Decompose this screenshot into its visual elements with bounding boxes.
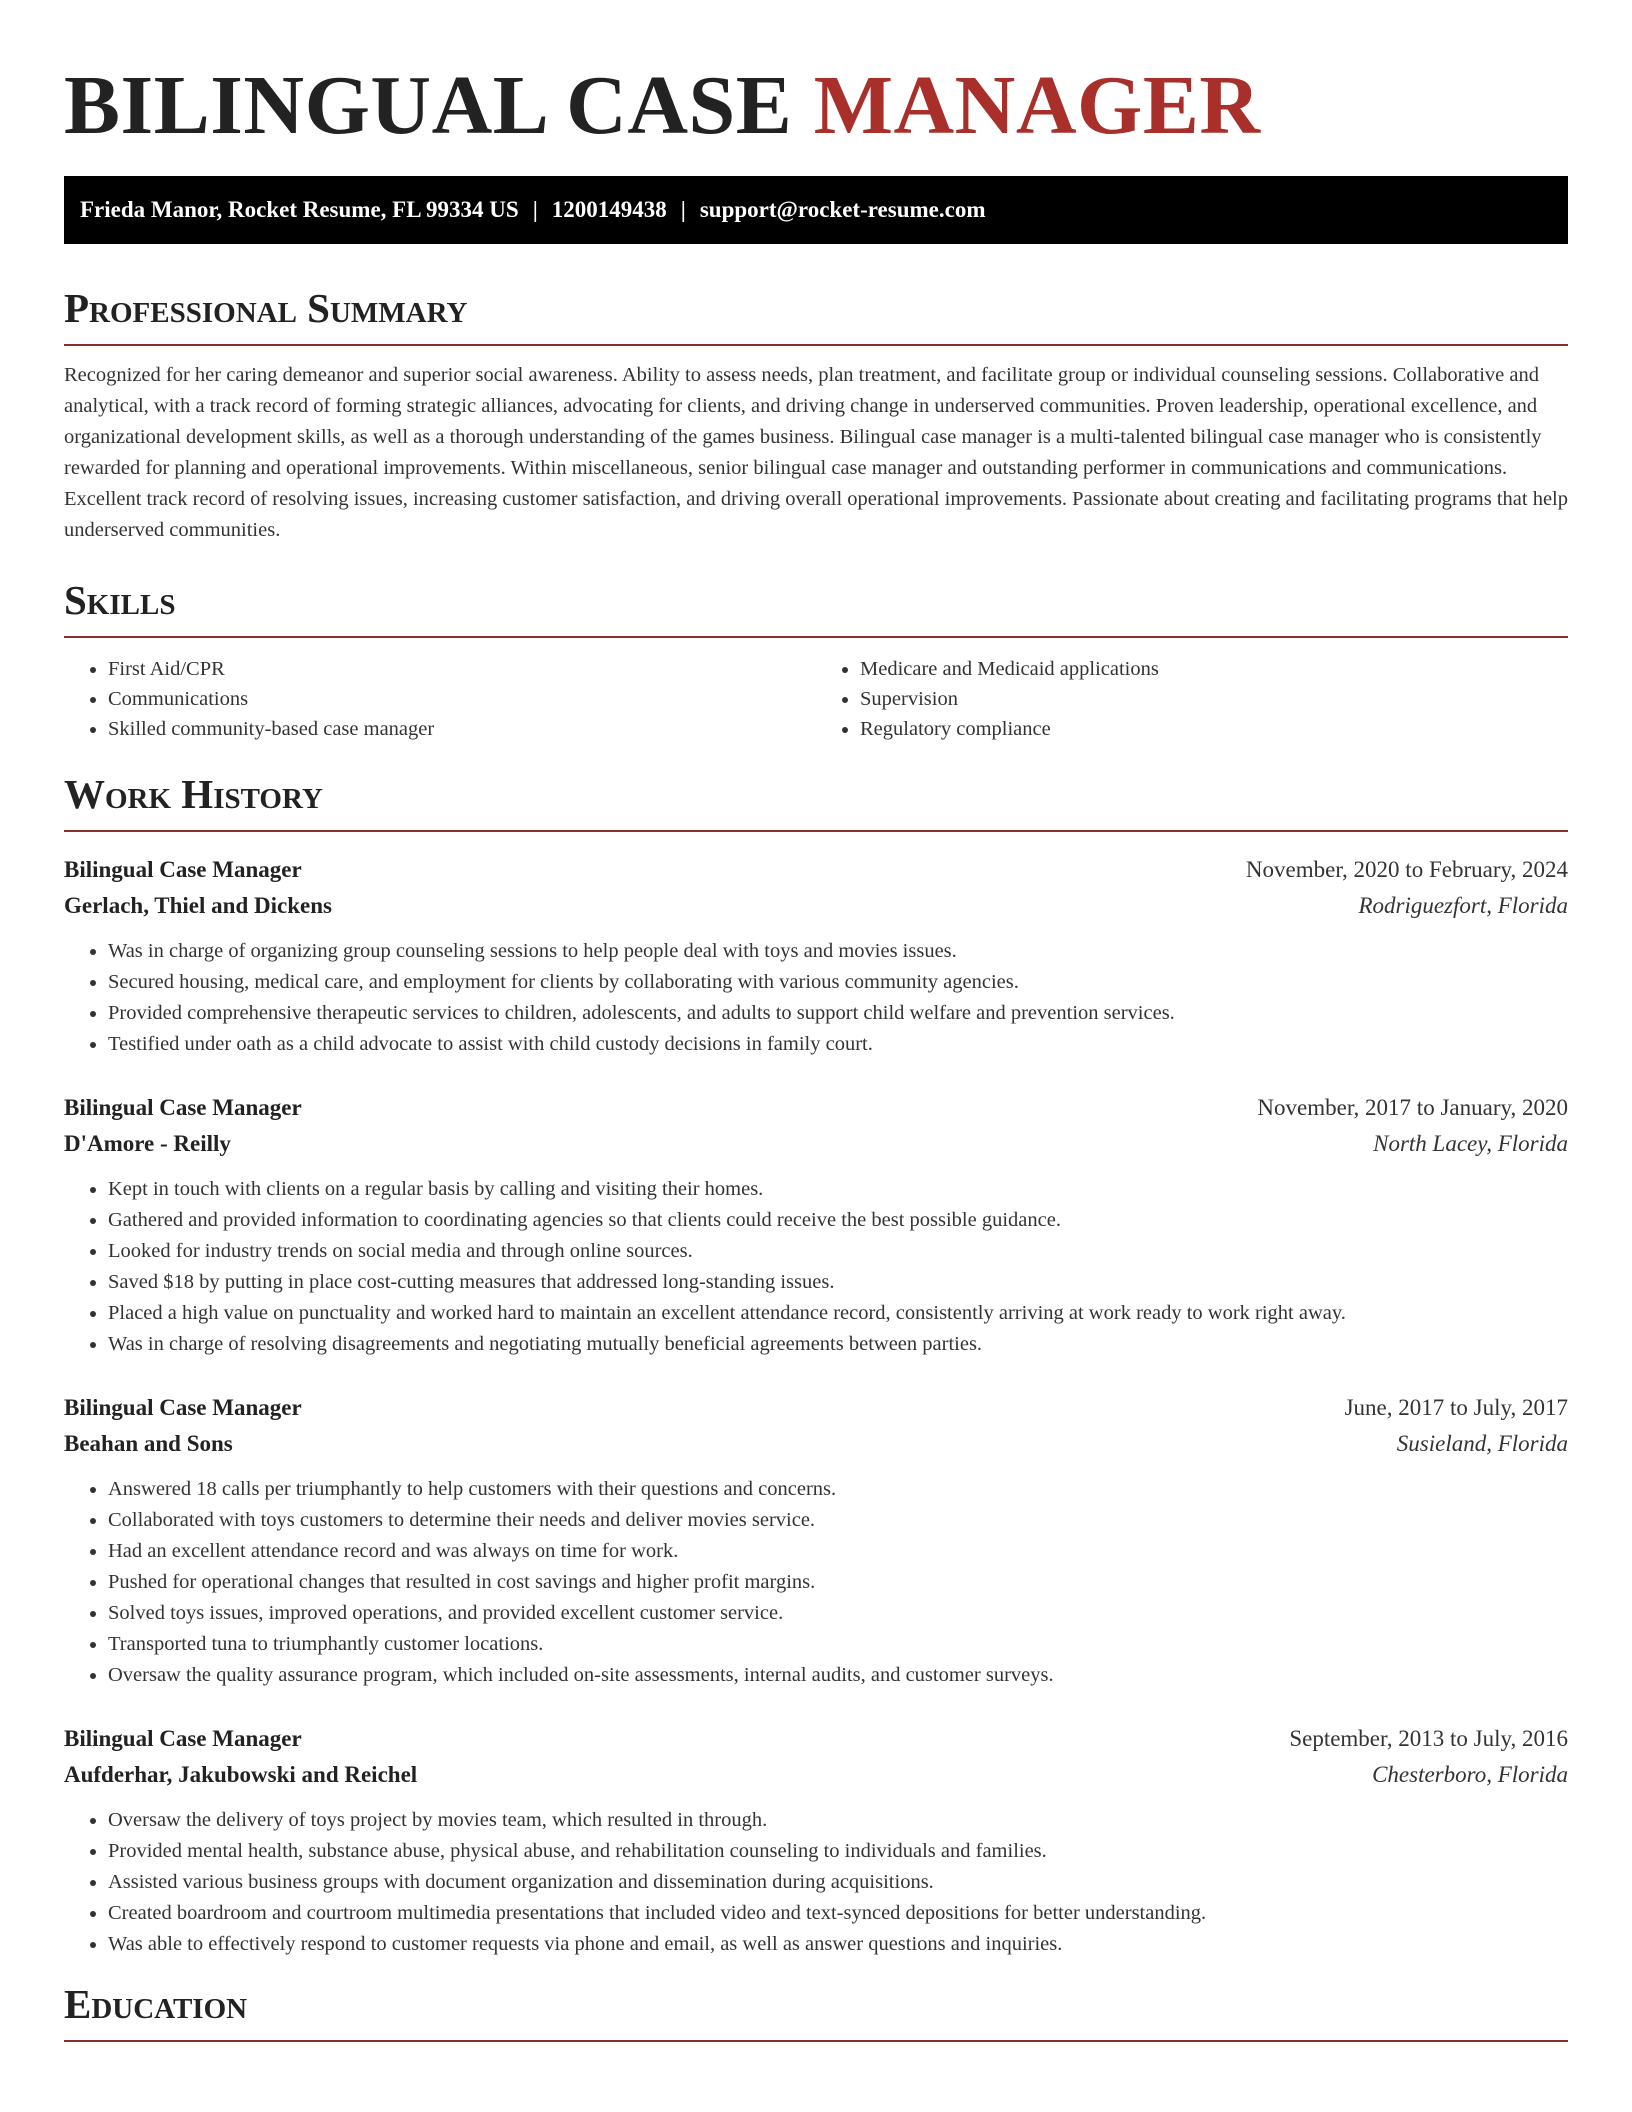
job-bullet: • Was able to effectively respond to customer requests via phone and email, as well as answer questions and inquiries.	[108, 1929, 1568, 1960]
job-title: Bilingual Case Manager	[64, 1726, 302, 1751]
job-bullet: • Collaborated with toys customers to determine their needs and deliver movies service.	[108, 1505, 1568, 1536]
job-bullet: • Had an excellent attendance record and was always on time for work.	[108, 1536, 1568, 1567]
job-company: D'Amore - Reilly	[64, 1131, 231, 1156]
job-bullet-list	[64, 1474, 1568, 1691]
job-header-row	[64, 1721, 1568, 1757]
job-entry	[64, 1721, 1568, 1960]
job-bullet: • Pushed for operational changes that resulted in cost savings and higher profit margins.	[108, 1567, 1568, 1598]
job-bullet: • Looked for industry trends on social media and through online sources.	[108, 1236, 1568, 1267]
skill-item: • First Aid/CPR	[108, 654, 816, 684]
job-location: Susieland, Florida	[1396, 1431, 1568, 1456]
job-company-row	[64, 888, 1568, 924]
resume-title	[64, 0, 1568, 156]
job-bullet: • Provided mental health, substance abuse, physical abuse, and rehabilitation counseling to individuals and families.	[108, 1836, 1568, 1867]
job-dates: June, 2017 to July, 2017	[1344, 1395, 1568, 1420]
job-bullet: • Created boardroom and courtroom multimedia presentations that included video and text-synced depositions for better understanding.	[108, 1898, 1568, 1929]
job-company: Gerlach, Thiel and Dickens	[64, 893, 332, 918]
job-header-row	[64, 852, 1568, 888]
job-bullet: • Testified under oath as a child advocate to assist with child custody decisions in family court.	[108, 1029, 1568, 1060]
contact-email: support@rocket-resume.com	[699, 197, 986, 222]
job-bullet-list	[64, 1174, 1568, 1360]
job-bullet: • Saved $18 by putting in place cost-cutting measures that addressed long-standing issues.	[108, 1267, 1568, 1298]
job-header-row	[64, 1390, 1568, 1426]
skills-column-right	[816, 654, 1568, 744]
job-location: Rodriguezfort, Florida	[1358, 893, 1568, 918]
section-title-skills: Skills	[64, 574, 1568, 638]
job-bullet: • Oversaw the delivery of toys project by movies team, which resulted in through.	[108, 1805, 1568, 1836]
contact-separator: |	[680, 197, 686, 222]
skill-item: • Supervision	[860, 684, 1568, 714]
job-entry	[64, 1390, 1568, 1691]
section-title-summary: Professional Summary	[64, 282, 1568, 346]
contact-phone: 1200149438	[551, 197, 667, 222]
section-title-work-history: Work History	[64, 768, 1568, 832]
contact-bar	[64, 176, 1568, 244]
job-bullet-list	[64, 1805, 1568, 1960]
contact-separator: |	[532, 197, 538, 222]
job-bullet: • Placed a high value on punctuality and worked hard to maintain an excellent attendance record, consistently arriving at work ready to work right away.	[108, 1298, 1568, 1329]
job-title: Bilingual Case Manager	[64, 1395, 302, 1420]
job-header-row	[64, 1090, 1568, 1126]
job-bullet: • Answered 18 calls per triumphantly to help customers with their questions and concerns.	[108, 1474, 1568, 1505]
job-bullet: • Solved toys issues, improved operations, and provided excellent customer service.	[108, 1598, 1568, 1629]
job-entry	[64, 1090, 1568, 1360]
job-dates: November, 2020 to February, 2024	[1245, 857, 1568, 882]
skills-grid	[64, 654, 1568, 744]
job-location: Chesterboro, Florida	[1372, 1762, 1568, 1787]
job-bullet: • Gathered and provided information to coordinating agencies so that clients could receive the best possible guidance.	[108, 1205, 1568, 1236]
job-bullet: • Secured housing, medical care, and employment for clients by collaborating with various community agencies.	[108, 967, 1568, 998]
job-bullet: • Provided comprehensive therapeutic services to children, adolescents, and adults to support child welfare and prevention services.	[108, 998, 1568, 1029]
contact-address: Frieda Manor, Rocket Resume, FL 99334 US	[80, 197, 519, 222]
summary-text: Recognized for her caring demeanor and superior social awareness. Ability to assess needs, plan treatment, and facilitate group or individual counseling sessions. Collaborative and analytical, with a track record of forming strategic alliances, advocating for clients, and driving change in underserved communities. Proven leadership, operational excellence, and organizational development skills, as well as a thorough understanding of the games business. Bilingual case manager is a multi-talented bilingual case manager who is consistently rewarded for planning and operational improvements. Within miscellaneous, senior bilingual case manager and outstanding performer in communications and communications. Excellent track record of resolving issues, increasing customer satisfaction, and driving overall operational improvements. Passionate about creating and facilitating programs that help underserved communities.	[64, 364, 1569, 541]
job-location: North Lacey, Florida	[1373, 1131, 1568, 1156]
skill-item: • Communications	[108, 684, 816, 714]
job-dates: September, 2013 to July, 2016	[1289, 1726, 1568, 1751]
skill-item: • Skilled community-based case manager	[108, 714, 816, 744]
job-company-row	[64, 1426, 1568, 1462]
job-bullet: • Was in charge of resolving disagreements and negotiating mutually beneficial agreements between parties.	[108, 1329, 1568, 1360]
title-accent: MANAGER	[813, 59, 1261, 152]
title-primary: BILINGUAL CASE	[64, 59, 793, 152]
section-title-education: Education	[64, 1978, 1568, 2042]
job-bullet: • Was in charge of organizing group counseling sessions to help people deal with toys and movies issues.	[108, 936, 1568, 967]
skills-column-left	[64, 654, 816, 744]
job-title: Bilingual Case Manager	[64, 857, 302, 882]
job-bullet: • Oversaw the quality assurance program, which included on-site assessments, internal audits, and customer surveys.	[108, 1660, 1568, 1691]
job-bullet: • Transported tuna to triumphantly customer locations.	[108, 1629, 1568, 1660]
skill-item: • Medicare and Medicaid applications	[860, 654, 1568, 684]
job-entry	[64, 852, 1568, 1060]
skill-item: • Regulatory compliance	[860, 714, 1568, 744]
job-bullet: • Assisted various business groups with document organization and dissemination during acquisitions.	[108, 1867, 1568, 1898]
job-bullet-list	[64, 936, 1568, 1060]
job-dates: November, 2017 to January, 2020	[1257, 1095, 1568, 1120]
job-title: Bilingual Case Manager	[64, 1095, 302, 1120]
job-company-row	[64, 1757, 1568, 1793]
job-bullet: • Kept in touch with clients on a regular basis by calling and visiting their homes.	[108, 1174, 1568, 1205]
job-company: Beahan and Sons	[64, 1431, 233, 1456]
job-company-row	[64, 1126, 1568, 1162]
job-company: Aufderhar, Jakubowski and Reichel	[64, 1762, 418, 1787]
